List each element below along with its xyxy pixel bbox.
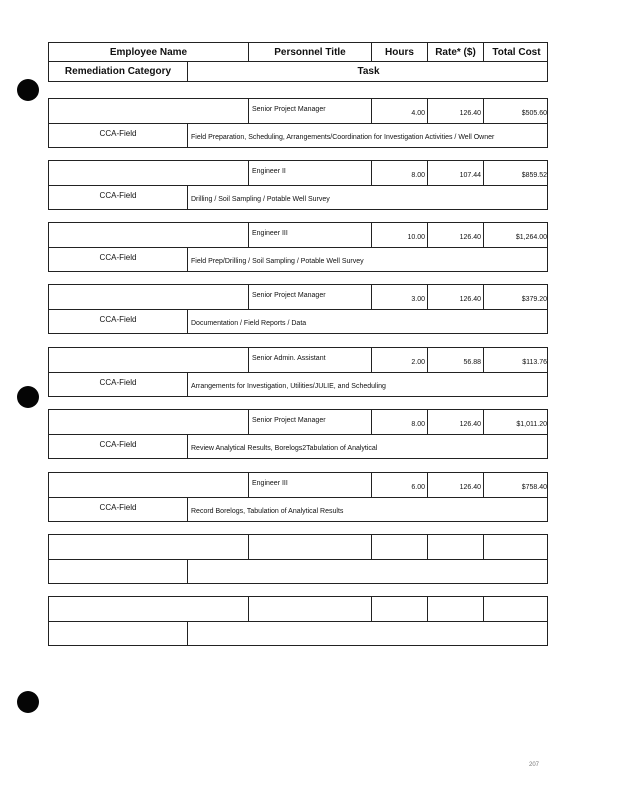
- rate-cell: 126.40: [427, 285, 483, 309]
- entry-top-row: [48, 596, 548, 622]
- rate-cell: 126.40: [427, 473, 483, 497]
- employee-name-cell: [49, 348, 248, 372]
- entry-bottom-row: [48, 248, 548, 272]
- remediation-category-cell: CCA-Field: [99, 191, 137, 200]
- entry-bottom-row: [48, 373, 548, 397]
- entry-top-row: [48, 534, 548, 560]
- table-header: [48, 42, 548, 82]
- total-cost-cell: $1,264.00: [483, 223, 549, 247]
- rate-cell: [427, 597, 483, 621]
- personnel-title-cell: Senior Admin. Assistant: [248, 348, 371, 372]
- hours-cell: 8.00: [371, 161, 427, 185]
- table-row: [48, 409, 548, 459]
- personnel-title-cell: Engineer II: [248, 161, 371, 185]
- rate-cell: 126.40: [427, 99, 483, 123]
- employee-name-cell: [49, 410, 248, 434]
- task-cell: Drilling / Soil Sampling / Potable Well Survey: [187, 186, 549, 209]
- personnel-title-cell: Senior Project Manager: [248, 285, 371, 309]
- remediation-category-cell: CCA-Field: [99, 503, 137, 512]
- remediation-category-cell: [49, 622, 187, 645]
- hours-cell: 8.00: [371, 410, 427, 434]
- entry-top-row: [48, 160, 548, 186]
- page-number: 207: [529, 762, 540, 768]
- remediation-category-cell: CCA-Field: [99, 253, 137, 262]
- table-row: [48, 347, 548, 397]
- total-cost-cell: $758.40: [483, 473, 549, 497]
- total-cost-cell: $379.20: [483, 285, 549, 309]
- punch-hole-bottom: [17, 691, 39, 713]
- entry-bottom-row: [48, 124, 548, 148]
- remediation-category-header: Remediation Category: [64, 66, 172, 77]
- rate-cell: 126.40: [427, 223, 483, 247]
- personnel-title-cell: Engineer III: [248, 223, 371, 247]
- employee-name-header: Employee Name: [109, 46, 188, 58]
- table-row: [48, 284, 548, 334]
- punch-hole-middle: [17, 386, 39, 408]
- task-cell: Documentation / Field Reports / Data: [187, 310, 549, 333]
- total-cost-cell: [483, 535, 549, 559]
- punch-hole-top: [17, 79, 39, 101]
- task-cell: Record Borelogs, Tabulation of Analytical Results: [187, 498, 549, 521]
- employee-name-cell: [49, 597, 248, 621]
- remediation-category-cell: CCA-Field: [99, 129, 137, 138]
- entry-bottom-row: [48, 435, 548, 459]
- personnel-title-cell: [248, 597, 371, 621]
- total-cost-cell: $1,011.20: [483, 410, 549, 434]
- personnel-title-cell: Engineer III: [248, 473, 371, 497]
- table-row: [48, 160, 548, 210]
- employee-name-cell: [49, 99, 248, 123]
- hours-cell: 3.00: [371, 285, 427, 309]
- entry-bottom-row: [48, 498, 548, 522]
- hours-cell: 10.00: [371, 223, 427, 247]
- rate-header: Rate* ($): [427, 43, 483, 61]
- hours-cell: 6.00: [371, 473, 427, 497]
- personnel-title-cell: Senior Project Manager: [248, 99, 371, 123]
- rate-cell: 107.44: [427, 161, 483, 185]
- hours-cell: 2.00: [371, 348, 427, 372]
- entry-bottom-row: [48, 560, 548, 584]
- hours-cell: 4.00: [371, 99, 427, 123]
- total-cost-header: Total Cost: [483, 43, 549, 61]
- table-row: [48, 596, 548, 646]
- task-cell: Field Preparation, Scheduling, Arrangements/Coordination for Investigation Activities / Well Owner: [187, 124, 549, 147]
- employee-name-cell: [49, 161, 248, 185]
- personnel-title-cell: [248, 535, 371, 559]
- entry-top-row: [48, 222, 548, 248]
- table-row: [48, 222, 548, 272]
- rate-cell: 126.40: [427, 410, 483, 434]
- remediation-category-cell: CCA-Field: [99, 440, 137, 449]
- entry-bottom-row: [48, 622, 548, 646]
- task-cell: Review Analytical Results, Borelogs2Tabulation of Analytical: [187, 435, 549, 458]
- entry-bottom-row: [48, 310, 548, 334]
- task-cell: [187, 622, 549, 645]
- entry-bottom-row: [48, 186, 548, 210]
- employee-name-cell: [49, 535, 248, 559]
- table-row: [48, 98, 548, 148]
- hours-cell: [371, 597, 427, 621]
- employee-name-cell: [49, 285, 248, 309]
- table-row: [48, 472, 548, 522]
- remediation-category-cell: [49, 560, 187, 583]
- employee-name-cell: [49, 223, 248, 247]
- rate-cell: 56.88: [427, 348, 483, 372]
- total-cost-cell: $505.60: [483, 99, 549, 123]
- rate-cell: [427, 535, 483, 559]
- remediation-category-cell: CCA-Field: [99, 378, 137, 387]
- header-row-2: [48, 62, 548, 82]
- task-cell: Arrangements for Investigation, Utilities/JULIE, and Scheduling: [187, 373, 549, 396]
- table-row: [48, 534, 548, 584]
- task-cell: [187, 560, 549, 583]
- total-cost-cell: [483, 597, 549, 621]
- remediation-category-cell: CCA-Field: [99, 315, 137, 324]
- total-cost-cell: $113.76: [483, 348, 549, 372]
- entry-top-row: [48, 472, 548, 498]
- entry-top-row: [48, 409, 548, 435]
- hours-cell: [371, 535, 427, 559]
- header-row-1: [48, 42, 548, 62]
- total-cost-cell: $859.52: [483, 161, 549, 185]
- personnel-title-cell: Senior Project Manager: [248, 410, 371, 434]
- hours-header: Hours: [371, 43, 427, 61]
- task-cell: Field Prep/Drilling / Soil Sampling / Potable Well Survey: [187, 248, 549, 271]
- task-header: Task: [187, 62, 549, 81]
- entry-top-row: [48, 284, 548, 310]
- employee-name-cell: [49, 473, 248, 497]
- personnel-title-header: Personnel Title: [248, 43, 371, 61]
- entry-top-row: [48, 347, 548, 373]
- entry-top-row: [48, 98, 548, 124]
